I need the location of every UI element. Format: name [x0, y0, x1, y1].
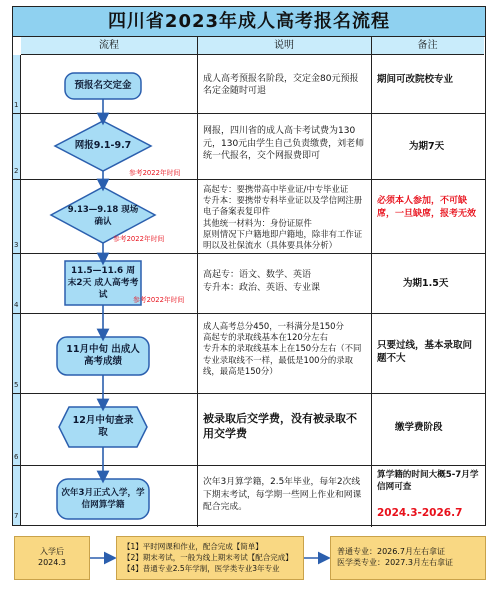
graduation-box: [330, 536, 486, 580]
enrollment-start-line2: 2024.3: [38, 558, 66, 567]
step-6-label: 12月中旬查录取: [72, 415, 134, 438]
header-note: 备注: [371, 37, 484, 55]
row-number: 6: [14, 453, 19, 461]
step-1-description: 成人高考预报名阶段，交定金80元预报名定金随时可退: [203, 74, 359, 96]
graduation-regular: 普通专业：2026.7月左右拿证: [337, 547, 445, 556]
step-3-label: 9.13—9.18 现场确认: [67, 205, 139, 227]
step-6-note: 缴学费阶段: [395, 422, 443, 433]
step-2-note: 为期7天: [409, 141, 445, 152]
step-3-note: 必须本人参加，不可缺席，一旦缺席，报考无效: [377, 196, 477, 219]
study-notes-box: [116, 536, 304, 580]
step-4-label: 11.5—11.6 周末2天 成人高考考试: [67, 266, 139, 300]
header-flow: 流程: [21, 37, 197, 55]
page-title: 四川省2023年成人高考报名流程: [13, 7, 485, 37]
study-note-3: 【4】普通专业2.5年学制，医学类专业3年专业: [123, 564, 280, 573]
step-3-description: 高起专：要携带高中毕业证/中专毕业证 专升本：要携带专科毕业证以及学信网注册电子备案表复印件 其他统一材料为：身份证原件 原则情况下户籍地即户籍地，除非有工作证明以及社保流水（具体要具体分析）: [203, 184, 363, 251]
enrollment-start-line1: 入学后: [40, 547, 64, 556]
step-1-note: 期间可改院校专业: [377, 74, 454, 85]
step-2-label: 网报9.1-9.7: [74, 140, 132, 151]
row-number: 4: [14, 301, 19, 309]
step-5-note: 只要过线，基本录取问题不大: [377, 340, 473, 364]
reference-note: 参考2022年时间: [113, 235, 165, 243]
step-6-description: 被录取后交学费，没有被录取不用交学费: [203, 412, 357, 440]
flowchart-frame: [12, 6, 486, 526]
row-number: 3: [14, 241, 19, 249]
step-7-description: 次年3月算学籍，2.5年毕业，每年2次线下期末考试，每学期一些网上作业和网课配合完成。: [203, 477, 362, 512]
step-7-label: 次年3月正式入学，学信网算学籍: [61, 488, 145, 510]
header-desc: 说明: [197, 37, 371, 55]
row-number: 2: [14, 167, 19, 175]
step-5-description: 成人高考总分450，一科满分是150分 高起专的录取线基本在120分左右 专升本的录取线基本上在150分左右（不同专业录取线不一样，最低是100分的录取线，最高是150分）: [203, 321, 362, 376]
step-4-description: 高起专：语文、数学、英语 专升本：政治、英语、专业课: [203, 270, 321, 293]
reference-note: 参考2022年时间: [133, 296, 185, 304]
study-note-2: 【2】期末考试，一般为线上期末考试【配合完成】: [123, 553, 293, 562]
study-note-1: 【1】平时网课和作业，配合完成【简单】: [123, 542, 263, 551]
step-7-note: 算学籍的时间大概5-7月学信网可查: [377, 470, 479, 492]
graduation-medical: 医学类专业：2027.3月左右拿证: [337, 558, 453, 567]
row-number: 5: [14, 381, 19, 389]
step-4-note: 为期1.5天: [403, 278, 449, 289]
step-7-period: 2024.3-2026.7: [377, 507, 463, 519]
reference-note: 参考2022年时间: [129, 169, 181, 177]
enrollment-start-box: [14, 536, 90, 580]
row-number: 1: [14, 101, 19, 109]
row-number: 7: [14, 512, 19, 520]
step-1-label: 预报名交定金: [74, 80, 132, 91]
step-5-label: 11月中旬 出成人高考成绩: [66, 344, 140, 367]
step-2-description: 网报，四川省的成人高卡考试费为130元，130元由学生自己负责缴费，刘老师统一代报名，交个网报费即可: [203, 126, 365, 161]
